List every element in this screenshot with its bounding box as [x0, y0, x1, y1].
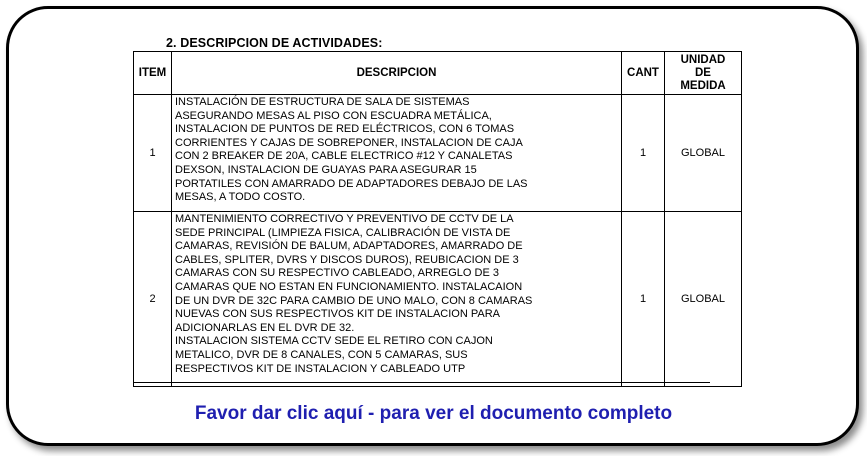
- table-header-row: [134, 52, 742, 95]
- row-quantity: 1: [622, 212, 665, 387]
- header-item: ITEM: [134, 52, 172, 95]
- row-description: INSTALACIÓN DE ESTRUCTURA DE SALA DE SISTEMAS ASEGURANDO MESAS AL PISO CON ESCUADRA METÁLICA, INSTALACION DE PUNTOS DE RED ELÉCTRICOS, CON 6 TOMAS CORRIENTES Y CAJAS DE SOBREPONER, INSTALACION DE CAJA CON 2 BREAKER DE 20A, CABLE ELECTRICO #12 Y CANALETAS DEXSON, INSTALACION DE GUAYAS PARA ASEGURAR 15 PORTATILES CON AMARRADO DE ADAPTADORES DEBAJO DE LAS MESAS, A TODO COSTO.: [172, 95, 622, 212]
- activities-table: [133, 51, 742, 387]
- table-bottom-rule: [133, 382, 710, 383]
- row-quantity: 1: [622, 95, 665, 212]
- row-item-number: 1: [134, 95, 172, 212]
- row-unit: GLOBAL: [665, 212, 742, 387]
- row-description: MANTENIMIENTO CORRECTIVO Y PREVENTIVO DE CCTV DE LA SEDE PRINCIPAL (LIMPIEZA FISICA, CALIBRACIÓN DE VISTA DE CAMARAS, REVISIÓN DE BALUM, ADAPTADORES, AMARRADO DE CABLES, SPLITER, DVRS Y DISCOS DUROS), REUBICACION DE 3 CAMARAS CON SU RESPECTIVO CABLEADO, ARREGLO DE 3 CAMARAS QUE NO ESTAN EN FUNCIONAMIENTO. INSTALACAION DE UN DVR DE 32C PARA CAMBIO DE UNO MALO, CON 8 CAMARAS NUEVAS CON SUS RESPECTIVOS KIT DE INSTALACION PARA ADICIONARLAS EN EL DVR DE 32. INSTALACION SISTEMA CCTV SEDE EL RETIRO CON CAJON METALICO, DVR DE 8 CANALES, CON 5 CAMARAS, SUS RESPECTIVOS KIT DE INSTALACION Y CABLEADO UTP: [172, 212, 622, 387]
- row-unit: GLOBAL: [665, 95, 742, 212]
- header-unidad-medida: UNIDAD DE MEDIDA: [665, 52, 742, 95]
- section-title: 2. DESCRIPCION DE ACTIVIDADES:: [166, 36, 383, 50]
- header-descripcion: DESCRIPCION: [172, 52, 622, 95]
- activities-table-container: [133, 51, 726, 387]
- view-full-document-link[interactable]: Favor dar clic aquí - para ver el documento completo: [194, 403, 673, 424]
- row-item-number: 2: [134, 212, 172, 387]
- header-cant: CANT: [622, 52, 665, 95]
- table-row: [134, 212, 742, 387]
- table-row: [134, 95, 742, 212]
